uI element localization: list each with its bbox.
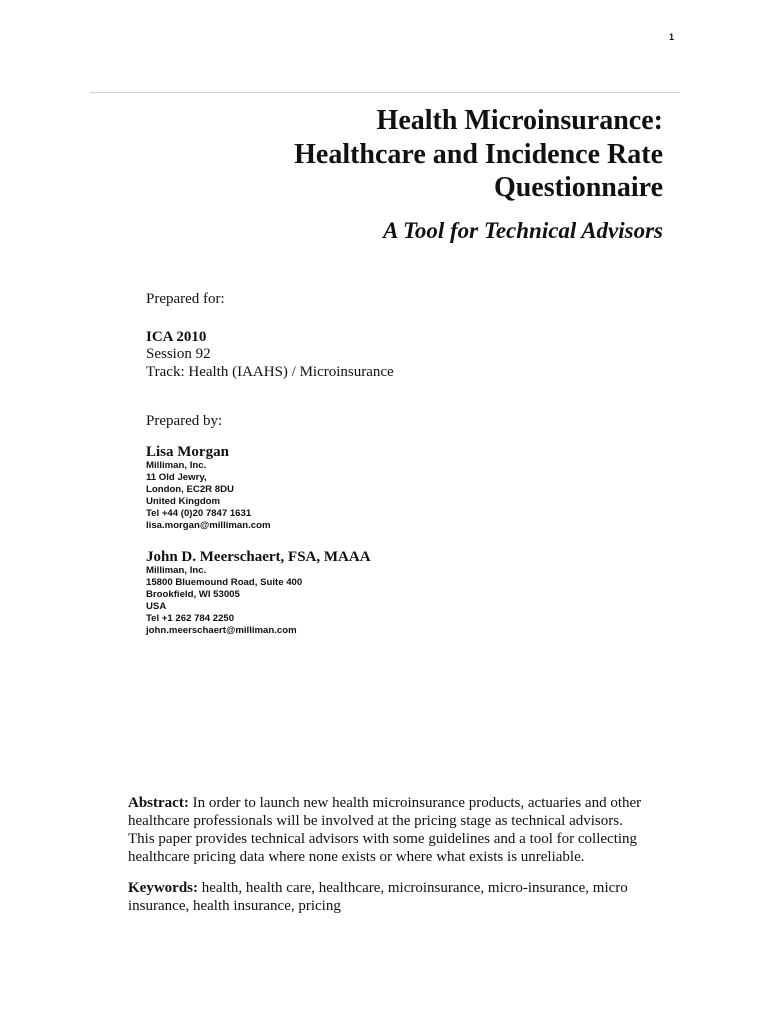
title-line-3: Questionnaire [493, 172, 663, 203]
phone-line: Tel +44 (0)20 7847 1631 [146, 508, 252, 519]
keywords-text: health, health care, healthcare, microinsurance, micro-insurance, micro [198, 880, 628, 896]
author-address [146, 460, 271, 532]
address-line: Milliman, Inc. [146, 460, 207, 471]
address-line: USA [146, 601, 167, 612]
abstract-text: In order to launch new health microinsurance products, actuaries and other [188, 795, 642, 811]
address-line: London, EC2R 8DU [146, 484, 234, 495]
address-line: 15800 Bluemound Road, Suite 400 [146, 577, 303, 588]
keywords-text: insurance, health insurance, pricing [128, 898, 341, 914]
prepared-by-label: Prepared by: [146, 413, 223, 429]
abstract-text: healthcare pricing data where none exists or where what exists is unreliable. [128, 849, 585, 865]
email-line: john.meerschaert@milliman.com [146, 625, 297, 636]
email-line: lisa.morgan@milliman.com [146, 520, 271, 531]
author-name: John D. Meerschaert, FSA, MAAA [146, 549, 371, 565]
abstract-label: Abstract: [128, 795, 189, 811]
track: Track: Health (IAAHS) / Microinsurance [146, 364, 394, 380]
keywords-label: Keywords: [128, 880, 198, 896]
address-line: 11 Old Jewry, [146, 472, 207, 483]
page-number: 1 [669, 32, 675, 42]
keywords-paragraph [128, 879, 628, 915]
session: Session 92 [146, 346, 211, 362]
header-divider [90, 92, 680, 93]
abstract-paragraph [128, 794, 641, 866]
title-line-2: Healthcare and Incidence Rate [294, 139, 663, 170]
abstract-text: healthcare professionals will be involved at the pricing stage as technical advisors. [128, 813, 623, 829]
prepared-for-label: Prepared for: [146, 291, 225, 307]
title-line-1: Health Microinsurance: [376, 105, 663, 136]
subtitle: A Tool for Technical Advisors [383, 218, 663, 243]
author-name: Lisa Morgan [146, 444, 229, 460]
address-line: Milliman, Inc. [146, 565, 207, 576]
address-line: United Kingdom [146, 496, 221, 507]
abstract-text: This paper provides technical advisors with some guidelines and a tool for collecting [128, 831, 638, 847]
author-address [146, 565, 302, 637]
event-name: ICA 2010 [146, 329, 207, 345]
address-line: Brookfield, WI 53005 [146, 589, 240, 600]
phone-line: Tel +1 262 784 2250 [146, 613, 235, 624]
